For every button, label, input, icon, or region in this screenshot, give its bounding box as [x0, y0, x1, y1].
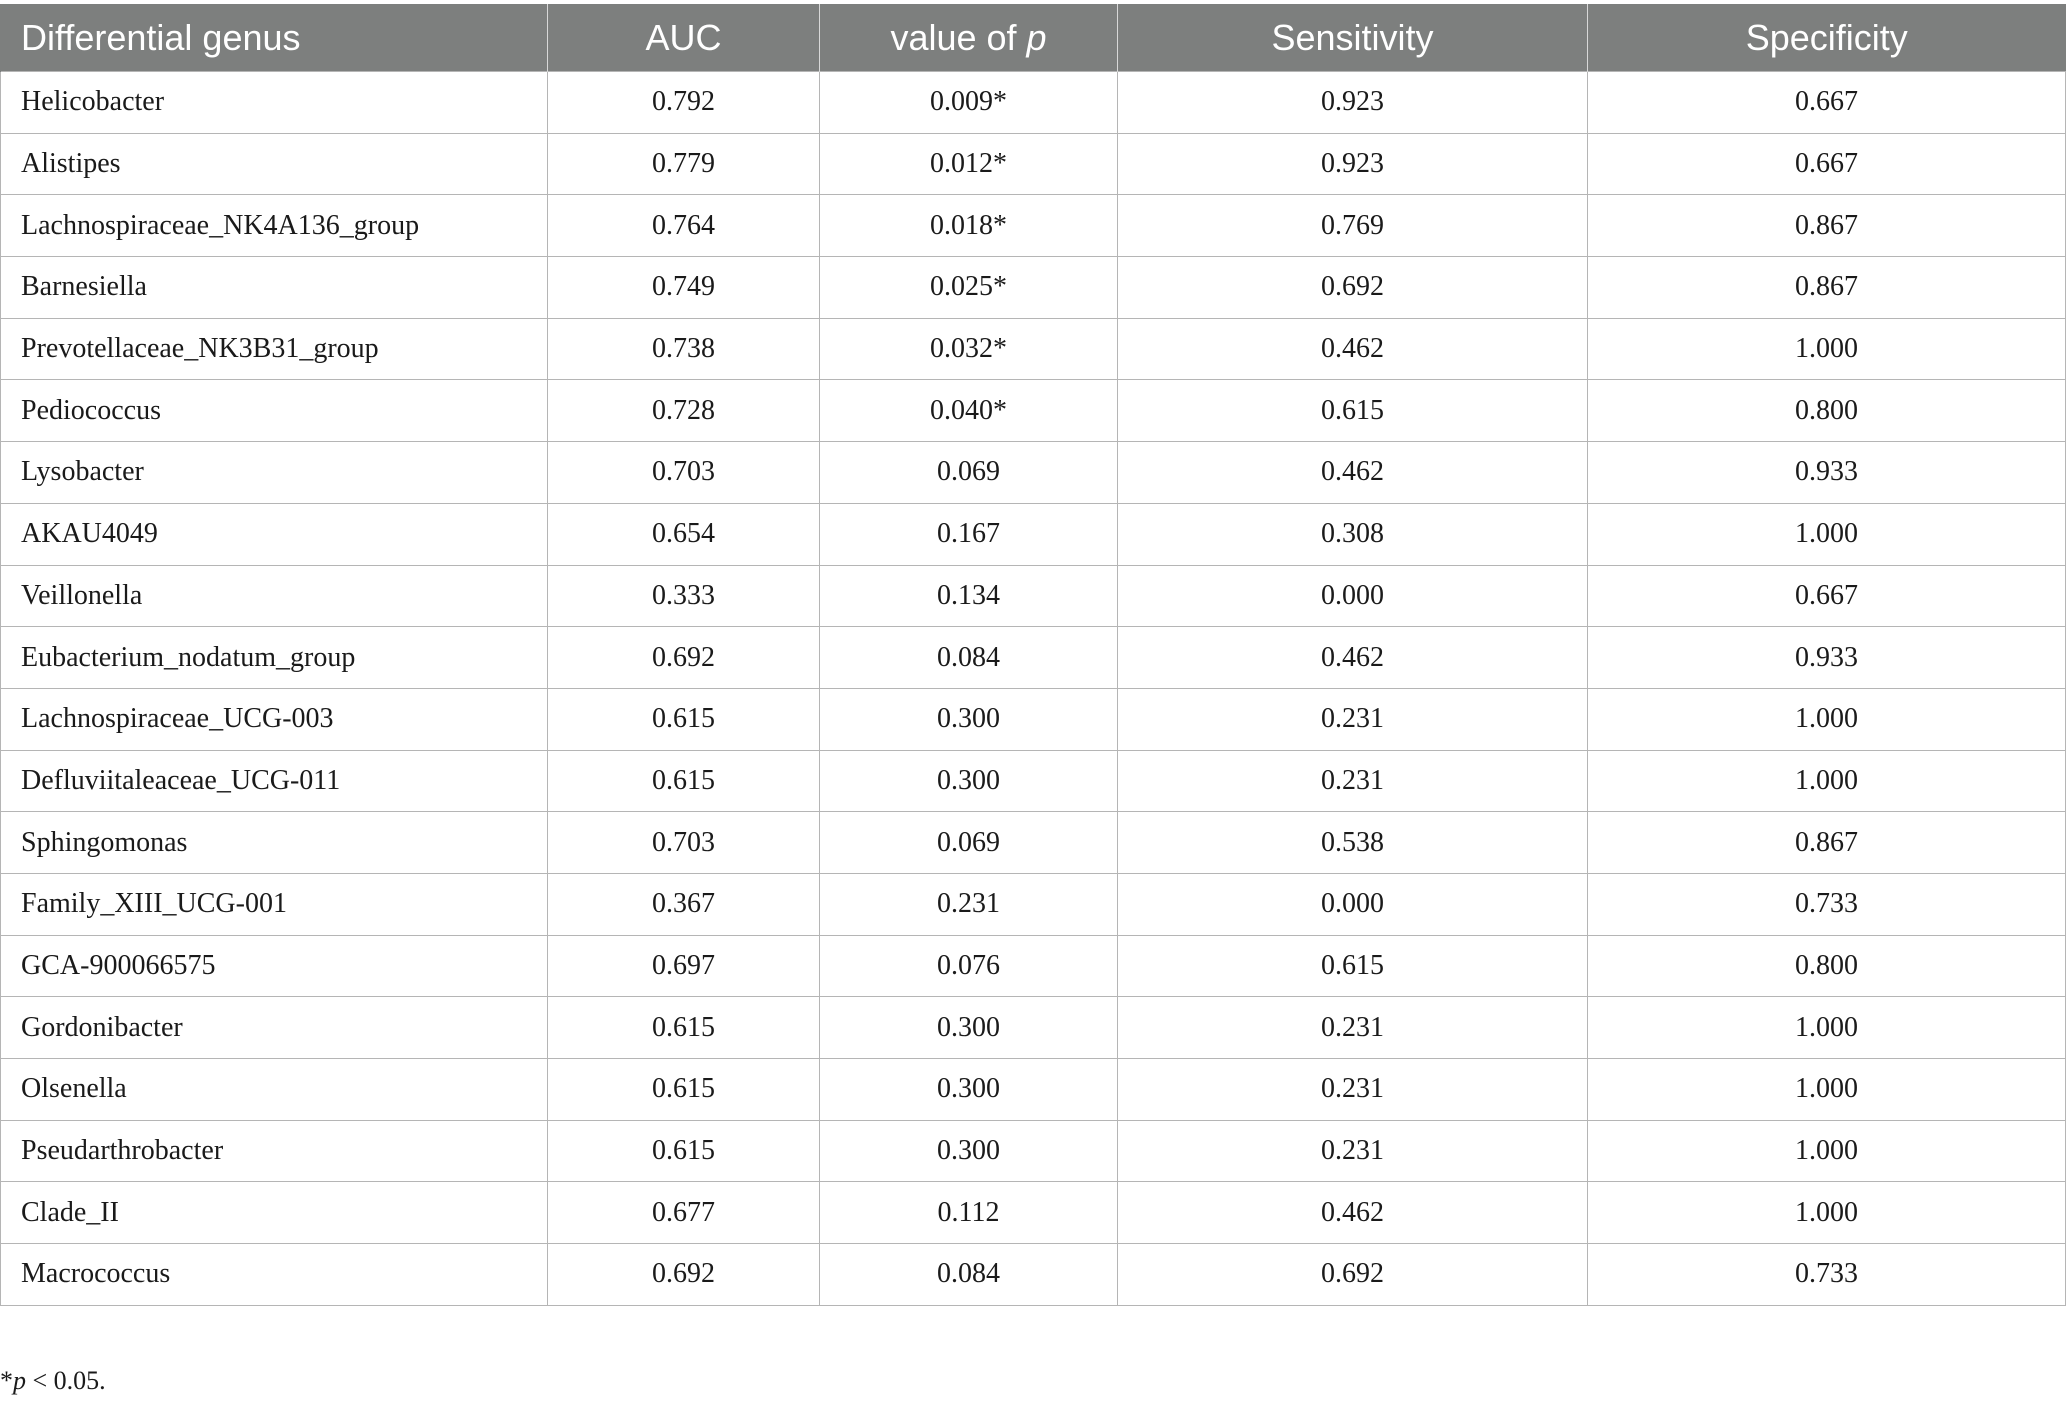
cell-pvalue: 0.300	[820, 997, 1118, 1059]
table-row	[1, 873, 2066, 935]
header-sensitivity: Sensitivity	[1118, 4, 1588, 72]
cell-auc: 0.615	[548, 688, 820, 750]
cell-auc: 0.749	[548, 257, 820, 319]
cell-genus: Gordonibacter	[1, 997, 548, 1059]
cell-pvalue: 0.167	[820, 503, 1118, 565]
cell-sensitivity: 0.923	[1118, 72, 1588, 134]
cell-pvalue: 0.112	[820, 1182, 1118, 1244]
cell-sensitivity: 0.231	[1118, 1120, 1588, 1182]
header-specificity: Specificity	[1588, 4, 2066, 72]
cell-auc: 0.703	[548, 812, 820, 874]
cell-pvalue: 0.300	[820, 750, 1118, 812]
cell-pvalue: 0.076	[820, 935, 1118, 997]
cell-genus: Defluviitaleaceae_UCG-011	[1, 750, 548, 812]
cell-specificity: 0.800	[1588, 380, 2066, 442]
cell-pvalue: 0.300	[820, 1120, 1118, 1182]
cell-specificity: 0.733	[1588, 873, 2066, 935]
footnote-star: *	[0, 1366, 13, 1395]
footnote	[0, 1366, 106, 1396]
cell-specificity: 1.000	[1588, 1059, 2066, 1121]
cell-pvalue: 0.084	[820, 1244, 1118, 1306]
table-row	[1, 72, 2066, 134]
cell-pvalue: 0.084	[820, 627, 1118, 689]
cell-auc: 0.615	[548, 1059, 820, 1121]
cell-auc: 0.654	[548, 503, 820, 565]
cell-auc: 0.615	[548, 997, 820, 1059]
cell-auc: 0.792	[548, 72, 820, 134]
cell-genus: Family_XIII_UCG-001	[1, 873, 548, 935]
table-row	[1, 750, 2066, 812]
table-row	[1, 133, 2066, 195]
cell-specificity: 1.000	[1588, 997, 2066, 1059]
table-row	[1, 503, 2066, 565]
cell-specificity: 0.800	[1588, 935, 2066, 997]
results-table-container	[0, 4, 2065, 1306]
cell-specificity: 0.933	[1588, 627, 2066, 689]
cell-genus: Macrococcus	[1, 1244, 548, 1306]
cell-auc: 0.333	[548, 565, 820, 627]
cell-pvalue: 0.231	[820, 873, 1118, 935]
cell-pvalue: 0.012*	[820, 133, 1118, 195]
cell-sensitivity: 0.231	[1118, 1059, 1588, 1121]
table-row	[1, 380, 2066, 442]
cell-sensitivity: 0.000	[1118, 565, 1588, 627]
header-pvalue	[820, 4, 1118, 72]
header-genus: Differential genus	[1, 4, 548, 72]
cell-specificity: 0.667	[1588, 133, 2066, 195]
cell-auc: 0.615	[548, 1120, 820, 1182]
table-header	[1, 4, 2066, 72]
cell-auc: 0.615	[548, 750, 820, 812]
cell-pvalue: 0.300	[820, 688, 1118, 750]
cell-sensitivity: 0.231	[1118, 997, 1588, 1059]
cell-auc: 0.367	[548, 873, 820, 935]
cell-auc: 0.692	[548, 627, 820, 689]
cell-specificity: 0.667	[1588, 565, 2066, 627]
cell-sensitivity: 0.923	[1118, 133, 1588, 195]
cell-specificity: 0.867	[1588, 195, 2066, 257]
cell-genus: Lachnospiraceae_NK4A136_group	[1, 195, 548, 257]
cell-pvalue: 0.300	[820, 1059, 1118, 1121]
results-table	[0, 4, 2066, 1306]
table-row	[1, 318, 2066, 380]
cell-pvalue: 0.134	[820, 565, 1118, 627]
table-body	[1, 72, 2066, 1306]
cell-auc: 0.703	[548, 442, 820, 504]
table-row	[1, 1059, 2066, 1121]
cell-genus: Pseudarthrobacter	[1, 1120, 548, 1182]
cell-specificity: 0.933	[1588, 442, 2066, 504]
cell-specificity: 0.867	[1588, 257, 2066, 319]
header-auc: AUC	[548, 4, 820, 72]
cell-specificity: 1.000	[1588, 1182, 2066, 1244]
cell-sensitivity: 0.769	[1118, 195, 1588, 257]
cell-auc: 0.764	[548, 195, 820, 257]
header-pvalue-prefix: value of	[890, 16, 1027, 58]
cell-genus: Veillonella	[1, 565, 548, 627]
cell-specificity: 1.000	[1588, 750, 2066, 812]
cell-sensitivity: 0.231	[1118, 688, 1588, 750]
cell-sensitivity: 0.462	[1118, 442, 1588, 504]
table-row	[1, 1244, 2066, 1306]
cell-pvalue: 0.025*	[820, 257, 1118, 319]
cell-genus: Sphingomonas	[1, 812, 548, 874]
cell-genus: Eubacterium_nodatum_group	[1, 627, 548, 689]
table-row	[1, 935, 2066, 997]
table-row	[1, 565, 2066, 627]
cell-auc: 0.692	[548, 1244, 820, 1306]
cell-sensitivity: 0.462	[1118, 1182, 1588, 1244]
cell-sensitivity: 0.462	[1118, 627, 1588, 689]
table-row	[1, 688, 2066, 750]
cell-specificity: 1.000	[1588, 503, 2066, 565]
cell-sensitivity: 0.692	[1118, 257, 1588, 319]
cell-sensitivity: 0.692	[1118, 1244, 1588, 1306]
cell-sensitivity: 0.538	[1118, 812, 1588, 874]
footnote-text: < 0.05.	[26, 1366, 106, 1395]
cell-specificity: 1.000	[1588, 688, 2066, 750]
cell-pvalue: 0.018*	[820, 195, 1118, 257]
cell-sensitivity: 0.615	[1118, 935, 1588, 997]
footnote-symbol: p	[13, 1366, 26, 1395]
cell-specificity: 0.733	[1588, 1244, 2066, 1306]
cell-genus: Helicobacter	[1, 72, 548, 134]
cell-specificity: 1.000	[1588, 1120, 2066, 1182]
table-row	[1, 257, 2066, 319]
cell-auc: 0.728	[548, 380, 820, 442]
table-row	[1, 1182, 2066, 1244]
cell-genus: Olsenella	[1, 1059, 548, 1121]
table-row	[1, 1120, 2066, 1182]
cell-genus: Pediococcus	[1, 380, 548, 442]
cell-genus: Prevotellaceae_NK3B31_group	[1, 318, 548, 380]
cell-specificity: 0.667	[1588, 72, 2066, 134]
table-row	[1, 442, 2066, 504]
cell-pvalue: 0.069	[820, 812, 1118, 874]
table-row	[1, 195, 2066, 257]
table-row	[1, 627, 2066, 689]
cell-pvalue: 0.040*	[820, 380, 1118, 442]
cell-genus: AKAU4049	[1, 503, 548, 565]
cell-genus: Barnesiella	[1, 257, 548, 319]
cell-genus: Lysobacter	[1, 442, 548, 504]
header-pvalue-symbol: p	[1026, 16, 1047, 58]
cell-specificity: 1.000	[1588, 318, 2066, 380]
cell-sensitivity: 0.462	[1118, 318, 1588, 380]
cell-auc: 0.677	[548, 1182, 820, 1244]
cell-genus: Alistipes	[1, 133, 548, 195]
cell-auc: 0.738	[548, 318, 820, 380]
cell-auc: 0.779	[548, 133, 820, 195]
header-row	[1, 4, 2066, 72]
cell-pvalue: 0.032*	[820, 318, 1118, 380]
cell-auc: 0.697	[548, 935, 820, 997]
cell-sensitivity: 0.615	[1118, 380, 1588, 442]
cell-genus: Lachnospiraceae_UCG-003	[1, 688, 548, 750]
cell-sensitivity: 0.000	[1118, 873, 1588, 935]
cell-pvalue: 0.069	[820, 442, 1118, 504]
table-row	[1, 812, 2066, 874]
cell-genus: Clade_II	[1, 1182, 548, 1244]
cell-sensitivity: 0.231	[1118, 750, 1588, 812]
cell-pvalue: 0.009*	[820, 72, 1118, 134]
table-row	[1, 997, 2066, 1059]
cell-genus: GCA-900066575	[1, 935, 548, 997]
cell-specificity: 0.867	[1588, 812, 2066, 874]
cell-sensitivity: 0.308	[1118, 503, 1588, 565]
